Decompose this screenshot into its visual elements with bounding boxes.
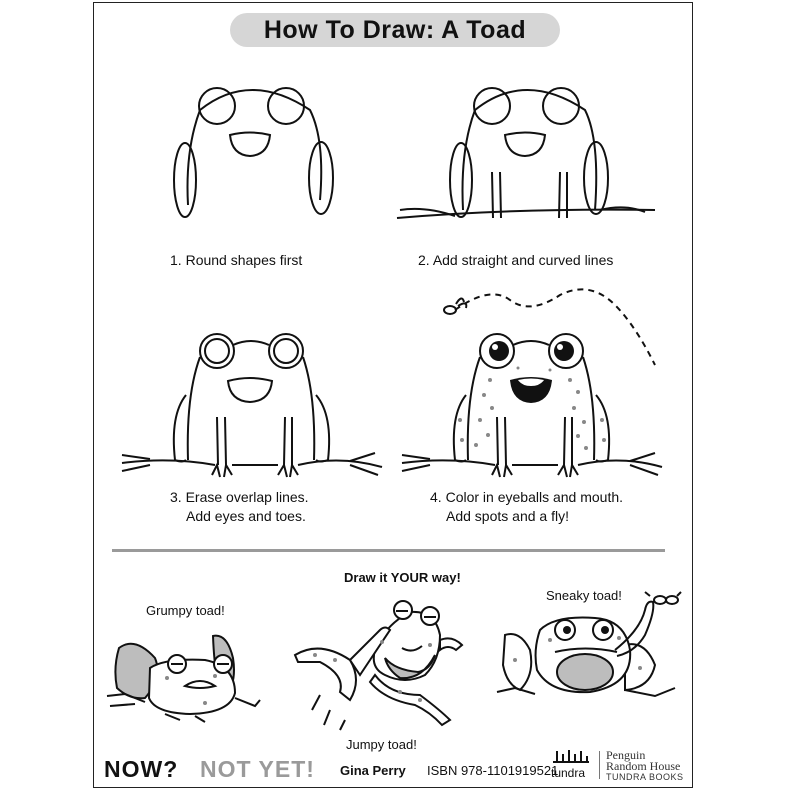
logo-divider bbox=[599, 751, 600, 779]
jumpy-toad-drawing bbox=[290, 600, 470, 730]
isbn: ISBN 978-1101919521 bbox=[427, 763, 559, 778]
step-4-drawing bbox=[400, 280, 665, 480]
step-4-caption: 4. Color in eyeballs and mouth. Add spots and a fly! bbox=[430, 489, 624, 524]
draw-your-way-heading: Draw it YOUR way! bbox=[344, 570, 461, 585]
sneaky-toad-label: Sneaky toad! bbox=[546, 588, 622, 603]
section-divider bbox=[112, 549, 665, 552]
sneaky-toad-drawing bbox=[495, 590, 685, 705]
step-3-caption: 3. Erase overlap lines. Add eyes and toes. bbox=[170, 489, 309, 524]
jumpy-toad-label: Jumpy toad! bbox=[346, 737, 417, 752]
step-2-drawing bbox=[395, 80, 660, 230]
publisher-logo: Penguin Random House TUNDRA BOOKS bbox=[606, 748, 684, 782]
tundra-antler-icon bbox=[551, 748, 591, 764]
grumpy-toad-drawing bbox=[105, 628, 265, 723]
step-2-caption: 2. Add straight and curved lines bbox=[418, 252, 614, 268]
tundra-wordmark: tundra bbox=[551, 766, 586, 780]
page-title: How To Draw: A Toad bbox=[263, 16, 527, 44]
book-title-now: NOW? bbox=[104, 756, 179, 782]
book-title-not-yet: NOT YET! bbox=[200, 756, 315, 782]
step-1-drawing bbox=[160, 80, 350, 230]
author-name: Gina Perry bbox=[340, 763, 406, 778]
grumpy-toad-label: Grumpy toad! bbox=[146, 603, 225, 618]
step-3-drawing bbox=[120, 325, 385, 480]
step-1-caption: 1. Round shapes first bbox=[170, 252, 303, 268]
